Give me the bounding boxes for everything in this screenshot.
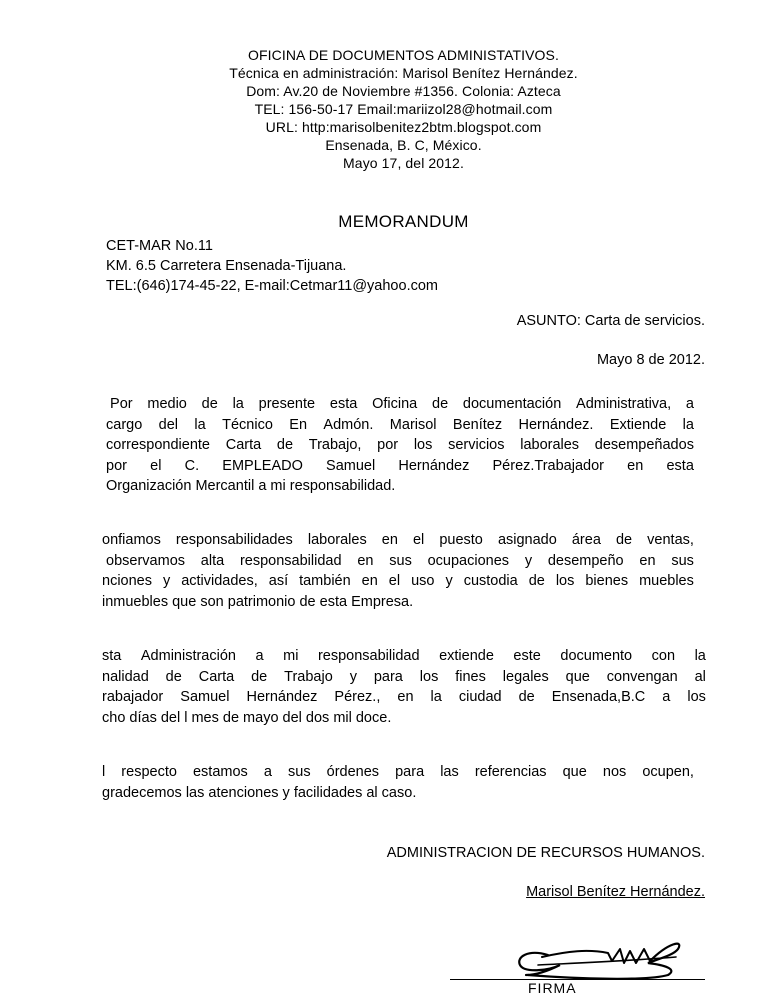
recipient-contact: TEL:(646)174-45-22, E-mail:Cetmar11@yahoo.com xyxy=(106,278,438,294)
word: cargo xyxy=(106,416,143,433)
paragraph-line xyxy=(106,415,694,436)
paragraph-line xyxy=(102,646,706,667)
word: Carta xyxy=(225,437,262,453)
word: EMPLEADO xyxy=(222,457,303,474)
word: Samuel xyxy=(180,689,230,705)
word: observamos xyxy=(102,552,186,569)
paragraph-line xyxy=(106,456,694,477)
word: para xyxy=(395,764,425,780)
word: Técnico xyxy=(222,416,273,433)
word: los xyxy=(687,689,706,705)
word: documentación xyxy=(462,396,562,412)
word: los xyxy=(419,668,439,685)
line-text: gradecemos las atenciones y facilidades al caso. xyxy=(102,784,417,801)
recipient-name: CET-MAR No.11 xyxy=(106,238,213,254)
word: Samuel xyxy=(326,457,376,474)
word: y xyxy=(349,668,357,685)
word: fines xyxy=(455,668,486,685)
word: este xyxy=(513,648,541,664)
word: de xyxy=(165,668,182,685)
word: Trabajo xyxy=(284,668,333,685)
word: alta xyxy=(200,552,225,569)
technician-line: Técnica en administración: Marisol Benítez Hernández. xyxy=(229,65,578,81)
word: servicios xyxy=(448,437,505,453)
paragraph-last-line xyxy=(102,592,694,613)
paragraph-2 xyxy=(102,530,694,612)
word: en xyxy=(627,457,644,474)
word: en xyxy=(381,532,398,548)
letter-date: Mayo 8 de 2012. xyxy=(596,352,705,368)
word: sus xyxy=(288,764,311,780)
word: Administración xyxy=(140,648,236,664)
word: para xyxy=(373,668,403,685)
word: muebles xyxy=(639,573,694,589)
signer-name: Marisol Benítez Hernández. xyxy=(526,884,705,900)
recipient-block xyxy=(106,236,438,296)
word: Hernández xyxy=(246,689,318,705)
word: en xyxy=(361,573,378,589)
word: de xyxy=(201,396,218,412)
word: C. xyxy=(184,457,200,474)
word: Hernández xyxy=(398,457,470,474)
word: que xyxy=(565,668,590,685)
office-name: OFICINA DE DOCUMENTOS ADMINISTATIVOS. xyxy=(248,47,559,63)
word: Pérez.Trabajador xyxy=(492,457,604,474)
word: responsabilidades xyxy=(175,532,293,548)
word: en xyxy=(397,689,414,705)
word: sus xyxy=(389,552,412,569)
paragraph-3 xyxy=(102,646,706,728)
word: el xyxy=(388,573,401,589)
word: de xyxy=(615,532,633,548)
word: que xyxy=(562,764,587,780)
word: Extiende xyxy=(609,416,667,433)
city-line: Ensenada, B. C, México. xyxy=(325,137,482,153)
word: por xyxy=(377,437,399,453)
paragraph-line xyxy=(102,667,706,688)
word: ocupaciones xyxy=(427,552,510,569)
word: nos xyxy=(602,764,627,780)
word: documento xyxy=(560,648,633,664)
word: correspondiente xyxy=(106,437,210,453)
word: la xyxy=(232,396,244,412)
word: En xyxy=(289,416,308,433)
line-text: Organización Mercantil a mi responsabilidad. xyxy=(106,478,396,494)
paragraph-last-line xyxy=(102,783,694,804)
paragraph-last-line xyxy=(106,476,694,497)
word: el xyxy=(150,457,162,474)
word: los xyxy=(413,437,433,453)
word: en xyxy=(357,552,374,569)
paragraph-line xyxy=(102,551,694,572)
word: desempeño xyxy=(547,552,624,569)
word: Administrativa, xyxy=(576,396,672,412)
memo-title: MEMORANDUM xyxy=(338,212,469,231)
letterhead xyxy=(0,46,767,172)
word: ventas, xyxy=(647,532,694,548)
word: con xyxy=(651,648,676,664)
word: Marisol xyxy=(389,416,437,433)
word: Trabajo, xyxy=(308,437,362,453)
word: responsabilidad xyxy=(239,552,342,569)
word: de xyxy=(528,573,545,589)
url-line: URL: http:marisolbenitez2btm.blogspot.com xyxy=(265,119,542,135)
paragraph-line xyxy=(102,762,694,783)
word: la xyxy=(430,689,442,705)
word: y xyxy=(524,552,533,569)
word: la xyxy=(194,416,206,433)
line-text: cho días del l mes de mayo del dos mil doce. xyxy=(102,709,392,726)
word: de xyxy=(432,396,449,412)
word: bienes xyxy=(585,573,629,589)
word: convengan xyxy=(606,668,678,685)
word: desempeñados xyxy=(594,437,694,453)
word: así xyxy=(268,573,289,589)
word: uso xyxy=(411,573,435,589)
word: onfiamos xyxy=(102,532,161,548)
line-text: inmuebles que son patrimonio de esta Empresa. xyxy=(102,593,414,610)
word: nciones xyxy=(102,573,152,589)
word: esta xyxy=(329,396,358,412)
word: extiende xyxy=(439,648,494,664)
word: Ensenada,B.C xyxy=(551,689,646,705)
paragraph-line xyxy=(102,530,694,551)
word: Benítez xyxy=(452,416,503,433)
word: al xyxy=(694,668,706,685)
word: y xyxy=(445,573,453,589)
word: Hernández. xyxy=(518,416,594,433)
word: legales xyxy=(502,668,549,685)
word: Oficina xyxy=(372,396,418,412)
word: rabajador xyxy=(102,689,164,705)
word: nalidad xyxy=(102,668,149,685)
word: laborales xyxy=(307,532,367,548)
word: Por xyxy=(106,396,133,412)
word: l xyxy=(102,764,106,780)
word: también xyxy=(299,573,351,589)
signature-label: FIRMA xyxy=(528,980,577,994)
word: órdenes xyxy=(326,764,380,780)
paragraph-1 xyxy=(106,394,694,497)
word: presente xyxy=(258,396,316,412)
recipient-address: KM. 6.5 Carretera Ensenada-Tijuana. xyxy=(106,258,347,274)
word: Carta xyxy=(198,668,235,685)
word: sta xyxy=(102,648,122,664)
word: medio xyxy=(147,396,187,412)
word: del xyxy=(158,416,179,433)
word: por xyxy=(106,457,127,474)
paragraph-line xyxy=(106,394,694,415)
word: responsabilidad xyxy=(317,648,420,664)
handwritten-signature xyxy=(508,935,688,985)
word: de xyxy=(518,689,535,705)
paragraph-last-line xyxy=(102,708,706,729)
phone-email-line: TEL: 156-50-17 Email:mariizol28@hotmail.com xyxy=(254,101,553,117)
word: la xyxy=(694,648,706,664)
word: ocupen, xyxy=(642,764,694,780)
word: a xyxy=(255,648,264,664)
word: mi xyxy=(283,648,299,664)
word: las xyxy=(440,764,459,780)
word: de xyxy=(276,437,294,453)
word: estamos xyxy=(192,764,248,780)
word: a xyxy=(685,396,694,412)
word: puesto xyxy=(439,532,483,548)
word: a xyxy=(662,689,671,705)
word: de xyxy=(251,668,268,685)
paragraph-4 xyxy=(102,762,694,803)
word: el xyxy=(412,532,425,548)
address-line: Dom: Av.20 de Noviembre #1356. Colonia: Azteca xyxy=(246,83,561,99)
word: asignado xyxy=(497,532,557,548)
paragraph-line xyxy=(102,687,706,708)
word: Pérez., xyxy=(334,689,381,705)
word: Admón. xyxy=(323,416,374,433)
word: en xyxy=(639,552,656,569)
word: los xyxy=(555,573,575,589)
word: referencias xyxy=(474,764,547,780)
word: esta xyxy=(666,457,694,474)
signature-line xyxy=(450,979,705,980)
word: y xyxy=(162,573,171,589)
subject-line: ASUNTO: Carta de servicios. xyxy=(516,313,705,329)
word: la xyxy=(682,416,694,433)
word: respecto xyxy=(121,764,177,780)
header-date: Mayo 17, del 2012. xyxy=(343,155,464,171)
word: área xyxy=(571,532,601,548)
paragraph-line xyxy=(102,571,694,592)
word: custodia xyxy=(463,573,518,589)
word: a xyxy=(263,764,272,780)
paragraph-line xyxy=(106,435,694,456)
word: actividades, xyxy=(181,573,258,589)
word: ciudad xyxy=(458,689,502,705)
department-name: ADMINISTRACION DE RECURSOS HUMANOS. xyxy=(386,845,705,861)
word: laborales xyxy=(520,437,580,453)
word: sus xyxy=(671,552,694,569)
